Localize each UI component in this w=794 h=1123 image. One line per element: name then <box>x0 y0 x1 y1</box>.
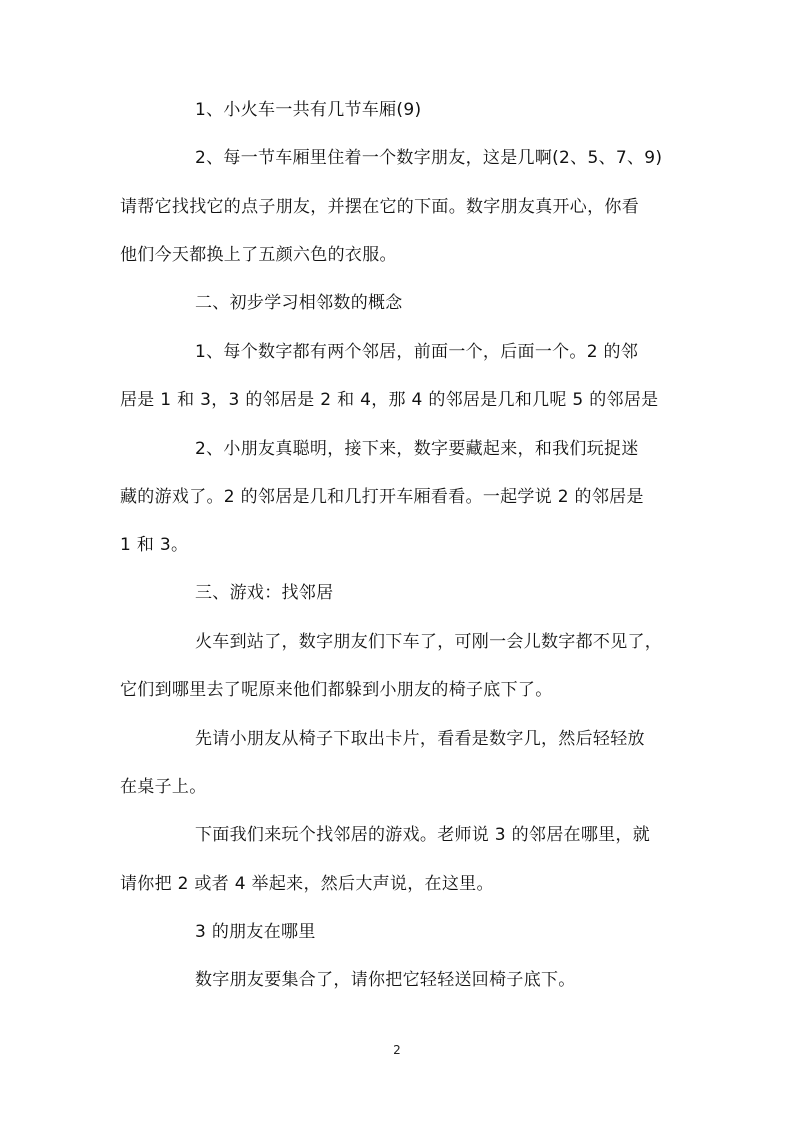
paragraph-line: 数字朋友要集合了，请你把它轻轻送回椅子底下。 <box>195 970 576 990</box>
paragraph-line: 1 和 3。 <box>120 535 189 555</box>
paragraph-line: 在桌子上。 <box>120 777 207 797</box>
page-number: 2 <box>393 1043 401 1057</box>
list-item-hide-and-seek: 2、小朋友真聪明，接下来，数字要藏起来，和我们玩捉迷 <box>195 439 639 459</box>
paragraph-line: 请你把 2 或者 4 举起来，然后大声说，在这里。 <box>120 874 494 894</box>
list-item-number-friends: 2、每一节车厢里住着一个数字朋友，这是几啊(2、5、7、9) <box>195 148 663 168</box>
list-item-train-cars: 1、小火车一共有几节车厢(9) <box>195 100 422 120</box>
paragraph-line: 藏的游戏了。2 的邻居是几和几打开车厢看看。一起学说 2 的邻居是 <box>120 487 644 507</box>
paragraph-line: 火车到站了，数字朋友们下车了，可刚一会儿数字都不见了， <box>195 632 663 652</box>
list-item-neighbors: 1、每个数字都有两个邻居，前面一个，后面一个。2 的邻 <box>195 342 639 362</box>
paragraph-line: 请帮它找找它的点子朋友，并摆在它的下面。数字朋友真开心，你看 <box>120 197 639 217</box>
paragraph-line: 他们今天都换上了五颜六色的衣服。 <box>120 245 397 265</box>
paragraph-line: 先请小朋友从椅子下取出卡片，看看是数字几，然后轻轻放 <box>195 729 645 749</box>
paragraph-line: 居是 1 和 3，3 的邻居是 2 和 4，那 4 的邻居是几和几呢 5 的邻居是 <box>120 390 659 410</box>
section-heading-game: 三、游戏：找邻居 <box>195 583 334 603</box>
paragraph-line: 它们到哪里去了呢原来他们都躲到小朋友的椅子底下了。 <box>120 680 553 700</box>
paragraph-line: 下面我们来玩个找邻居的游戏。老师说 3 的邻居在哪里，就 <box>195 825 651 845</box>
paragraph-line: 3 的朋友在哪里 <box>195 922 316 942</box>
section-heading-adjacent-numbers: 二、初步学习相邻数的概念 <box>195 293 403 313</box>
